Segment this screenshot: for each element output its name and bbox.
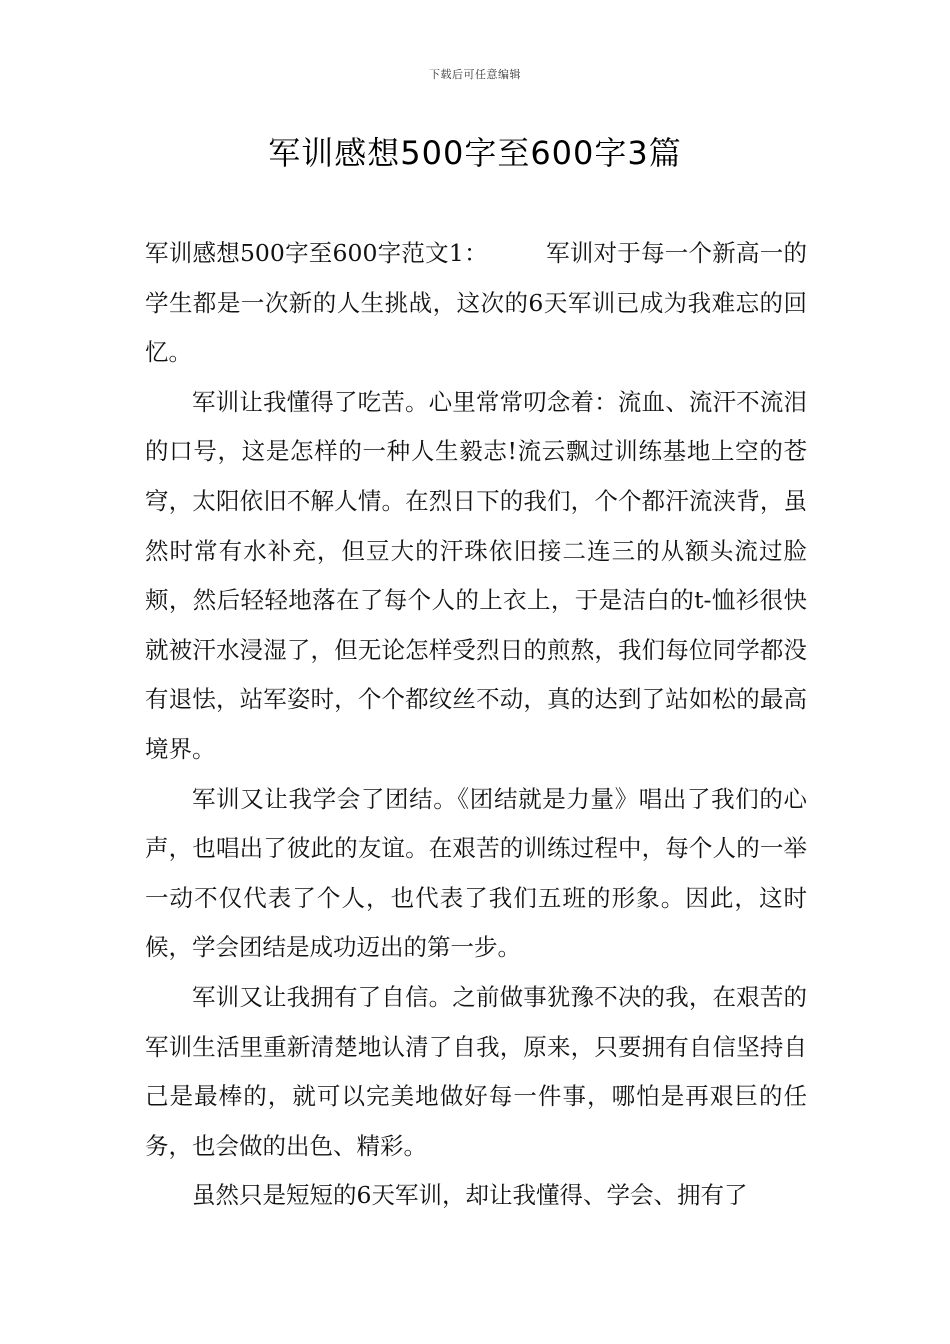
document-title: 军训感想500字至600字3篇: [268, 134, 682, 172]
document-body: [145, 229, 807, 1221]
paragraph-3: 军训又让我学会了团结。《团结就是力量》唱出了我们的心声，也唱出了彼此的友谊。在艰苦的训练过程中，每个人的一举一动不仅代表了个人，也代表了我们五班的形象。因此，这时候，学会团结是成功迈出的第一步。: [145, 784, 807, 962]
paragraph-2: 军训让我懂得了吃苦。心里常常叨念着：流血、流汗不流泪的口号，这是怎样的一种人生毅志!流云飘过训练基地上空的苍穹，太阳依旧不解人情。在烈日下的我们，个个都汗流浃背，虽然时常有水补充，但豆大的汗珠依旧接二连三的从额头流过脸颊，然后轻轻地落在了每个人的上衣上，于是洁白的t-恤衫很快就被汗水浸湿了，但无论怎样受烈日的煎熬，我们每位同学都没有退怯，站军姿时，个个都纹丝不动，真的达到了站如松的最高境界。: [145, 387, 807, 763]
paragraph-4: 军训又让我拥有了自信。之前做事犹豫不决的我，在艰苦的军训生活里重新清楚地认清了自我，原来，只要拥有自信坚持自己是最棒的，就可以完美地做好每一件事，哪怕是再艰巨的任务，也会做的出色、精彩。: [145, 982, 807, 1160]
header-note: 下载后可任意编辑: [429, 68, 521, 81]
paragraph-1-text: 军训对于每一个新高一的学生都是一次新的人生挑战，这次的6天军训已成为我难忘的回忆。: [145, 239, 807, 367]
paragraph-5: 虽然只是短短的6天军训，却让我懂得、学会、拥有了: [192, 1181, 748, 1210]
intro-paragraph: [145, 229, 807, 378]
intro-label: 军训感想500字至600字范文1：: [145, 239, 488, 267]
